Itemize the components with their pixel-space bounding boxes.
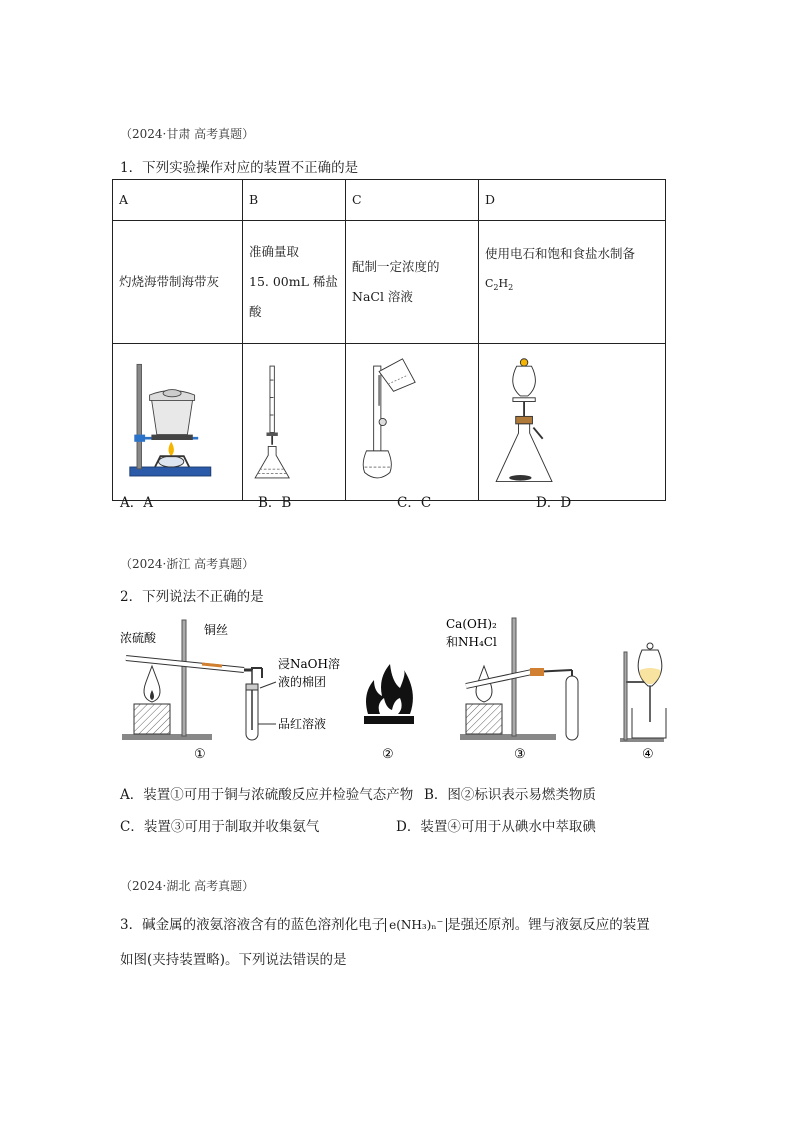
label-n2: ②: [382, 747, 394, 762]
cell-b-image: [243, 344, 346, 501]
q1-source: （2024·甘肃 高考真题）: [120, 127, 255, 141]
label-n3: ③: [514, 747, 526, 762]
text-c1: 配制一定浓度的: [352, 259, 440, 274]
q2-option-b: B．图②标识表示易燃类物质: [424, 787, 596, 803]
q2-option-a: A．装置①可用于铜与浓硫酸反应并检验气态产物: [120, 787, 414, 803]
cell-c-text: [346, 221, 479, 344]
cell-d-image: [479, 344, 666, 501]
label-acid: 浓硫酸: [120, 631, 157, 645]
q2-option-d: D．装置④可用于从碘水中萃取碘: [396, 819, 596, 835]
header-d: D: [479, 180, 666, 221]
q3-formula-text: e(NH₃)ₙ: [389, 918, 437, 932]
formula-h: H: [498, 277, 509, 290]
q1-option-a: A．A: [120, 495, 153, 511]
label-n4: ④: [642, 747, 654, 762]
volumetric-flask-apparatus: [352, 344, 472, 500]
q1-option-d: D．D: [536, 495, 572, 511]
cell-d-text: [479, 221, 666, 344]
cell-a-text: [113, 221, 243, 344]
crucible-burner-apparatus: [119, 344, 236, 500]
header-a: A: [113, 180, 243, 221]
sub-2a: 2: [493, 283, 499, 293]
header-b: B: [243, 180, 346, 221]
q3-stem-post: 是强还原剂。锂与液氨反应的装置: [447, 917, 650, 933]
q3-stem-line2: 如图(夹持装置略)。下列说法错误的是: [120, 952, 347, 968]
q3-formula-sup: −: [436, 917, 444, 926]
text-d2: [485, 269, 659, 303]
cell-c-image: [346, 344, 479, 501]
sub-2b: 2: [508, 283, 514, 293]
q3-source: （2024·湖北 高考真题）: [120, 879, 255, 893]
apparatus-4: [620, 643, 666, 742]
text-b3: 酸: [249, 304, 262, 319]
header-c: C: [346, 180, 479, 221]
formula-c: C: [485, 277, 494, 290]
q1-option-b: B．B: [258, 495, 292, 511]
cell-b-text: [243, 221, 346, 344]
text-b2: 15. 00mL 稀盐: [249, 274, 338, 289]
label-n1: ①: [194, 747, 206, 762]
q1-option-c: C．C: [397, 495, 432, 511]
q3-stem-line1: [120, 913, 650, 933]
cell-a-image: [113, 344, 243, 501]
text-a: 灼烧海带制海带灰: [119, 274, 220, 289]
q1-stem: 1．下列实验操作对应的装置不正确的是: [120, 160, 359, 176]
label-naoh2: 液的棉团: [278, 675, 327, 689]
q2-option-c: C．装置③可用于制取并收集氨气: [120, 819, 320, 835]
q2-stem: 2．下列说法不正确的是: [120, 589, 264, 605]
text-b1: 准确量取: [249, 244, 300, 259]
q2-figure: [112, 612, 672, 772]
text-d1: 使用电石和饱和食盐水制备: [485, 246, 636, 261]
label-caoh: Ca(OH)₂: [446, 617, 497, 631]
label-wire: 铜丝: [204, 623, 229, 637]
q3-stem-pre: 3．碱金属的液氨溶液含有的蓝色溶剂化电子: [120, 917, 386, 933]
label-pinhong: 品红溶液: [278, 717, 327, 731]
acetylene-generator-apparatus: [485, 344, 659, 500]
label-naoh1: 浸NaOH溶: [278, 657, 340, 671]
q3-formula: [385, 918, 447, 932]
burette-flask-apparatus: [249, 344, 339, 500]
text-c2: NaCl 溶液: [352, 289, 413, 304]
label-nh4cl: 和NH₄Cl: [446, 635, 497, 649]
flammable-icon: [364, 664, 414, 724]
q1-table: [112, 179, 666, 501]
q2-source: （2024·浙江 高考真题）: [120, 557, 255, 571]
